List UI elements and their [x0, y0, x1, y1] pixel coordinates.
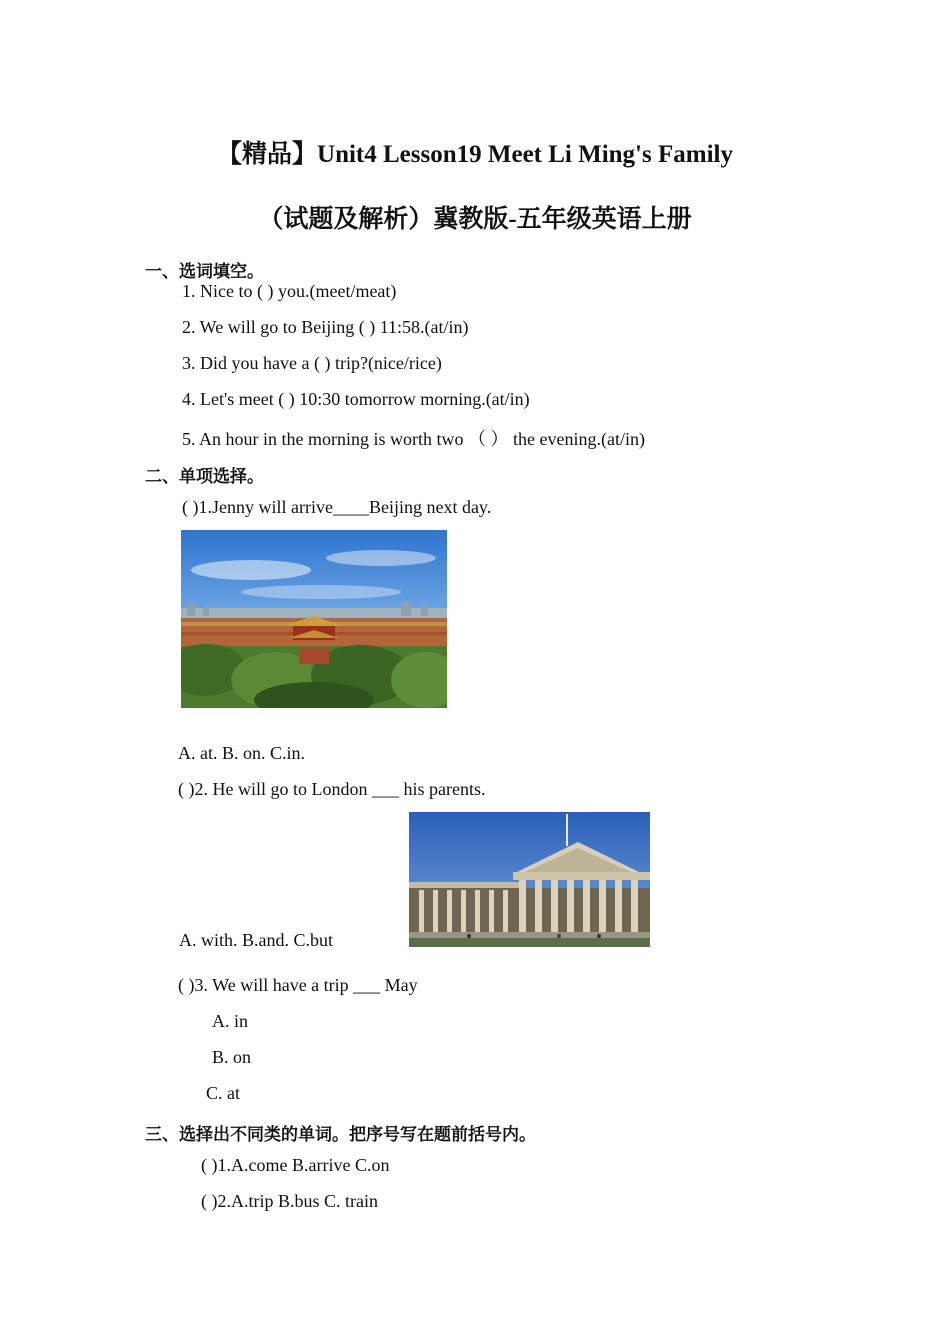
- q1-options: A. at. B. on. C.in.: [178, 743, 306, 763]
- q2-options: A. with. B.and. C.but: [179, 930, 334, 950]
- section1-item-3: 3. Did you have a ( ) trip?(nice/rice): [182, 353, 442, 373]
- section1-item-4: 4. Let's meet ( ) 10:30 tomorrow morning.(at/in): [182, 389, 530, 409]
- q3-stem: ( )3. We will have a trip ___ May: [178, 975, 418, 995]
- q3-option-a: A. in: [212, 1011, 248, 1031]
- british-museum-photo: [409, 812, 650, 947]
- document-title-line2: （试题及解析）冀教版-五年级英语上册: [258, 206, 692, 233]
- q1-stem: ( )1.Jenny will arrive____Beijing next day.: [182, 497, 492, 517]
- forbidden-city-photo: [181, 530, 447, 708]
- section3-item-2: ( )2.A.trip B.bus C. train: [201, 1191, 378, 1211]
- section1-heading: 一、选词填空。: [145, 262, 264, 282]
- section3-item-1: ( )1.A.come B.arrive C.on: [201, 1155, 390, 1175]
- q2-stem: ( )2. He will go to London ___ his parents.: [178, 779, 486, 799]
- section2-heading: 二、单项选择。: [145, 467, 264, 487]
- q3-option-b: B. on: [212, 1047, 252, 1067]
- q3-option-c: C. at: [206, 1083, 240, 1103]
- section1-item-1: 1. Nice to ( ) you.(meet/meat): [182, 281, 397, 301]
- section3-heading: 三、选择出不同类的单词。把序号写在题前括号内。: [145, 1125, 536, 1145]
- document-title-line1: 【精品】Unit4 Lesson19 Meet Li Ming's Family: [217, 141, 733, 168]
- section1-item-2: 2. We will go to Beijing ( ) 11:58.(at/in): [182, 317, 469, 337]
- section1-item-5: 5. An hour in the morning is worth two （ ） the evening.(at/in): [182, 429, 645, 449]
